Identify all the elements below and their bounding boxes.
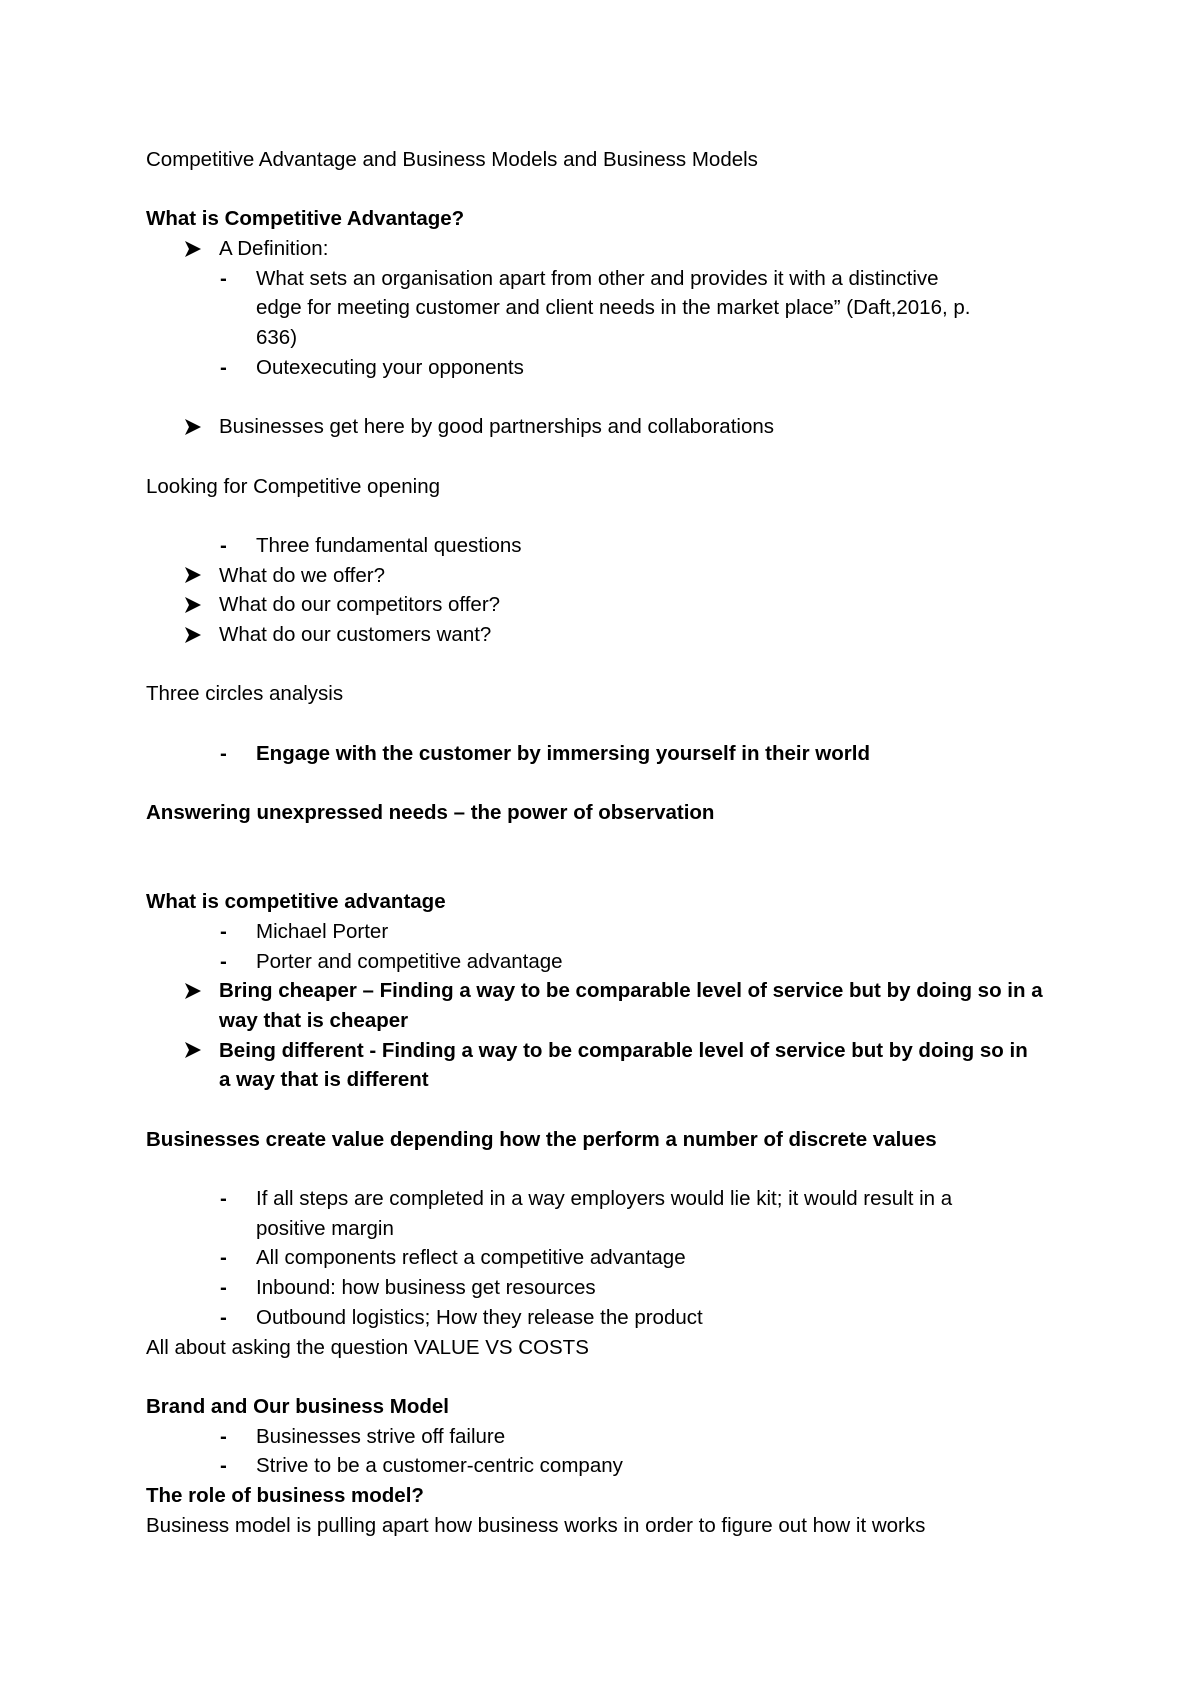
list-item: A Definition: bbox=[146, 234, 1100, 264]
list-item: - Inbound: how business get resources bbox=[146, 1273, 1100, 1303]
list-item: - Outexecuting your opponents bbox=[146, 353, 1100, 383]
list-item: - Engage with the customer by immersing yourself in their world bbox=[146, 739, 1100, 769]
list-item-continuation: edge for meeting customer and client needs in the market place” (Daft,2016, p. bbox=[256, 296, 971, 320]
section-heading: What is Competitive Advantage? bbox=[146, 207, 465, 231]
section-heading: The role of business model? bbox=[146, 1483, 424, 1507]
arrowhead-bullet-icon bbox=[184, 561, 204, 591]
list-item: Being different - Finding a way to be comparable level of service but by doing so in bbox=[146, 1036, 1100, 1066]
document-title: Competitive Advantage and Business Models and Business Models bbox=[146, 148, 758, 171]
list-item-continuation: 636) bbox=[256, 326, 298, 350]
list-item: Businesses get here by good partnerships and collaborations bbox=[146, 412, 1100, 442]
section-heading: Businesses create value depending how the perform a number of discrete values bbox=[146, 1127, 937, 1151]
list-item: Bring cheaper – Finding a way to be comparable level of service but by doing so in a bbox=[146, 976, 1100, 1006]
dash-bullet: - bbox=[220, 741, 227, 765]
list-item: - Strive to be a customer-centric company bbox=[146, 1451, 1100, 1481]
dash-bullet: - bbox=[220, 919, 227, 943]
arrowhead-bullet-icon bbox=[184, 976, 204, 1006]
list-item: - Businesses strive off failure bbox=[146, 1422, 1100, 1452]
list-item: - Three fundamental questions bbox=[146, 531, 1100, 561]
list-item: - Michael Porter bbox=[146, 917, 1100, 947]
dash-bullet: - bbox=[220, 266, 227, 290]
dash-bullet: - bbox=[220, 355, 227, 379]
dash-bullet: - bbox=[220, 1305, 227, 1329]
list-item: - Porter and competitive advantage bbox=[146, 947, 1100, 977]
section-heading: Three circles analysis bbox=[146, 682, 344, 706]
dash-bullet: - bbox=[220, 1276, 227, 1300]
list-item: - If all steps are completed in a way employers would lie kit; it would result in a bbox=[146, 1184, 1100, 1214]
dash-bullet: - bbox=[220, 533, 227, 557]
list-item: What do we offer? bbox=[146, 561, 1100, 591]
list-item: What do our customers want? bbox=[146, 620, 1100, 650]
section-heading: What is competitive advantage bbox=[146, 890, 446, 914]
section-heading: Answering unexpressed needs – the power of observation bbox=[146, 801, 715, 825]
body-text: All about asking the question VALUE VS COSTS bbox=[146, 1335, 589, 1359]
arrowhead-bullet-icon bbox=[184, 620, 204, 650]
list-item-continuation: way that is cheaper bbox=[219, 1008, 409, 1032]
section-heading: Looking for Competitive opening bbox=[146, 474, 441, 498]
list-item: What do our competitors offer? bbox=[146, 590, 1100, 620]
arrowhead-bullet-icon bbox=[184, 234, 204, 264]
dash-bullet: - bbox=[220, 1187, 227, 1211]
dash-bullet: - bbox=[220, 1424, 227, 1448]
list-item: - What sets an organisation apart from other and provides it with a distinctive bbox=[146, 264, 1100, 294]
list-item: - Outbound logistics; How they release the product bbox=[146, 1303, 1100, 1333]
arrowhead-bullet-icon bbox=[184, 412, 204, 442]
dash-bullet: - bbox=[220, 1454, 227, 1478]
dash-bullet: - bbox=[220, 949, 227, 973]
list-item: - All components reflect a competitive advantage bbox=[146, 1243, 1100, 1273]
arrowhead-bullet-icon bbox=[184, 1036, 204, 1066]
section-heading: Brand and Our business Model bbox=[146, 1394, 449, 1418]
list-item-continuation: positive margin bbox=[256, 1216, 394, 1240]
dash-bullet: - bbox=[220, 1246, 227, 1270]
body-text: Business model is pulling apart how business works in order to figure out how it works bbox=[146, 1513, 926, 1537]
arrowhead-bullet-icon bbox=[184, 590, 204, 620]
list-item-continuation: a way that is different bbox=[219, 1068, 429, 1092]
